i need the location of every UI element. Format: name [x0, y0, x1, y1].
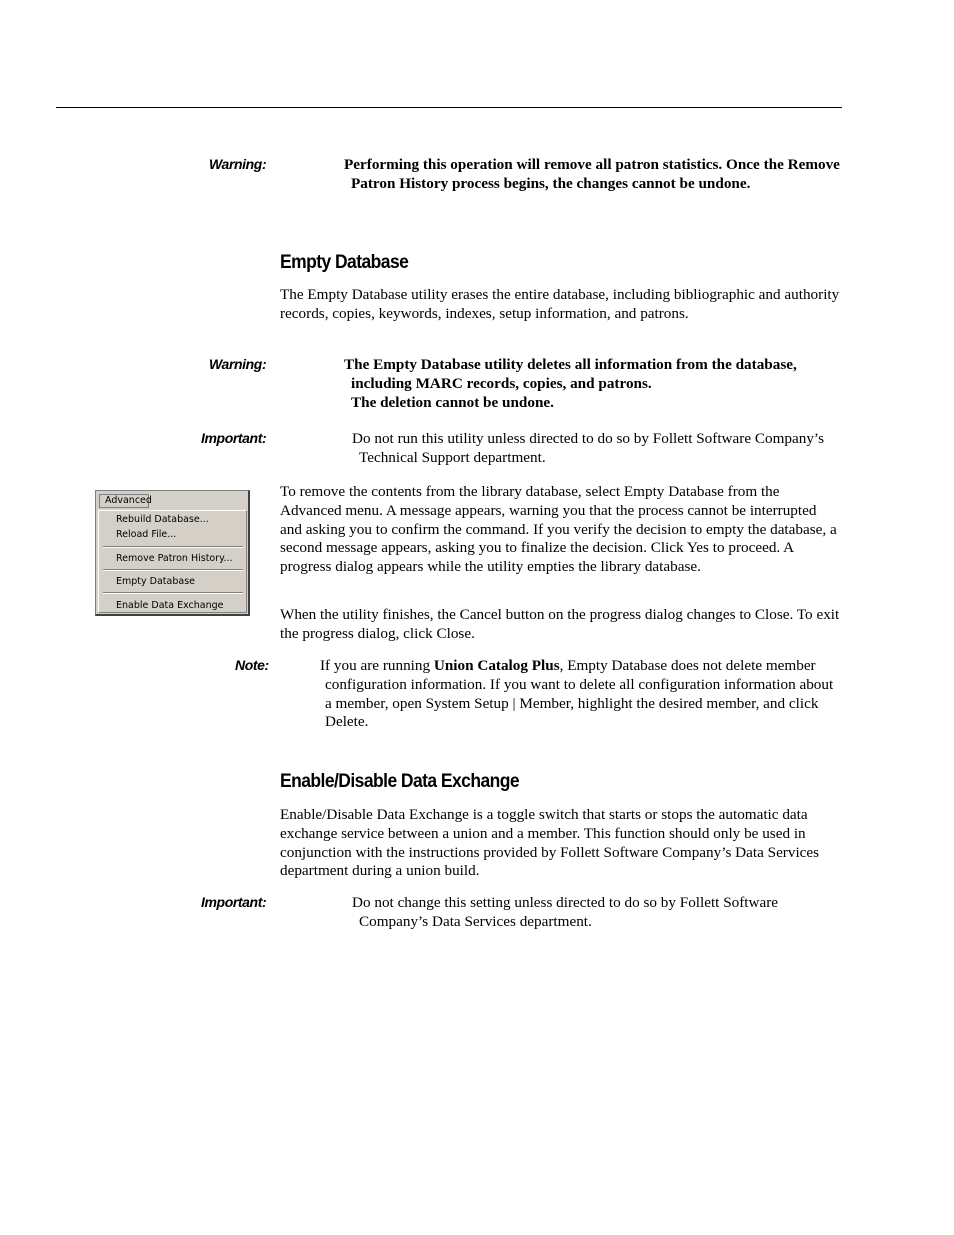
header-rule — [56, 107, 842, 108]
procedure-paragraph: To remove the contents from the library database, select Empty Database from the Advanced menu. A message appears, warning you that the process cannot be interrupted and asking you to confirm the command. If you verify the decision to empty the database, a second message appears, asking you to finalize the decision. Click Yes to proceed. A progress dialog appears while the utility empties the library database. — [280, 483, 837, 576]
menu-item-rebuild-database[interactable]: Rebuild Database... — [116, 514, 209, 525]
important-empty-database — [201, 429, 842, 468]
advanced-menu-screenshot — [95, 490, 250, 616]
note-text-post: , Empty Database does not delete member configuration information. If you want to delete all configuration information about a member, open System Setup | Member, highlight the desired member, and click Delete. — [325, 657, 834, 731]
intro-paragraph: The Empty Database utility erases the entire database, including bibliographic and authority records, copies, keywords, indexes, setup information, and patrons. — [280, 286, 840, 322]
warning-label: Warning: — [209, 356, 267, 372]
intro-paragraph: Enable/Disable Data Exchange is a toggle switch that starts or stops the automatic data exchange service between a union and a member. This function should only be used in conjunction with the instructions provided by Follett Software Company’s Data Services department during a union build. — [280, 806, 820, 880]
warning-empty-database — [209, 355, 842, 412]
important-data-exchange — [201, 893, 842, 932]
empty-database-procedure — [280, 483, 842, 577]
warning-text-2: The deletion cannot be undone. — [351, 393, 554, 411]
note-label: Note: — [235, 657, 269, 673]
section-heading-empty-database: Empty Database — [280, 252, 409, 273]
warning-text: Performing this operation will remove all patron statistics. Once the Remove Patron History process begins, the changes cannot be undone. — [344, 156, 840, 192]
empty-database-intro — [280, 286, 842, 324]
menu-item-enable-data-exchange[interactable]: Enable Data Exchange — [116, 600, 224, 611]
section-heading-data-exchange: Enable/Disable Data Exchange — [280, 771, 520, 792]
menu-separator — [103, 569, 243, 571]
important-text: Do not run this utility unless directed to do so by Follett Software Company’s Technical Support department. — [352, 430, 825, 466]
menu-separator — [103, 592, 243, 594]
menu-dropdown — [98, 510, 247, 613]
note-union-catalog — [235, 656, 842, 732]
menu-item-remove-patron-history[interactable]: Remove Patron History... — [116, 553, 233, 564]
warning-label: Warning: — [209, 156, 267, 172]
important-label: Important: — [201, 430, 267, 446]
menu-item-reload-file[interactable]: Reload File... — [116, 529, 177, 540]
data-exchange-intro — [280, 806, 842, 881]
warning-remove-patron-history — [209, 155, 842, 194]
empty-database-finish — [280, 606, 842, 644]
menu-item-empty-database[interactable]: Empty Database — [116, 576, 195, 587]
note-text-pre: If you are running — [320, 657, 434, 674]
warning-text: The Empty Database utility deletes all information from the database, including MARC records, copies, and patrons. — [344, 356, 797, 392]
note-text-bold: Union Catalog Plus — [433, 657, 560, 674]
important-label: Important: — [201, 894, 267, 910]
menu-title-advanced[interactable]: Advanced — [99, 494, 149, 508]
important-text: Do not change this setting unless directed to do so by Follett Software Company’s Data Services department. — [352, 894, 779, 930]
finish-paragraph: When the utility finishes, the Cancel button on the progress dialog changes to Close. To exit the progress dialog, click Close. — [280, 606, 840, 642]
menu-separator — [103, 546, 243, 548]
